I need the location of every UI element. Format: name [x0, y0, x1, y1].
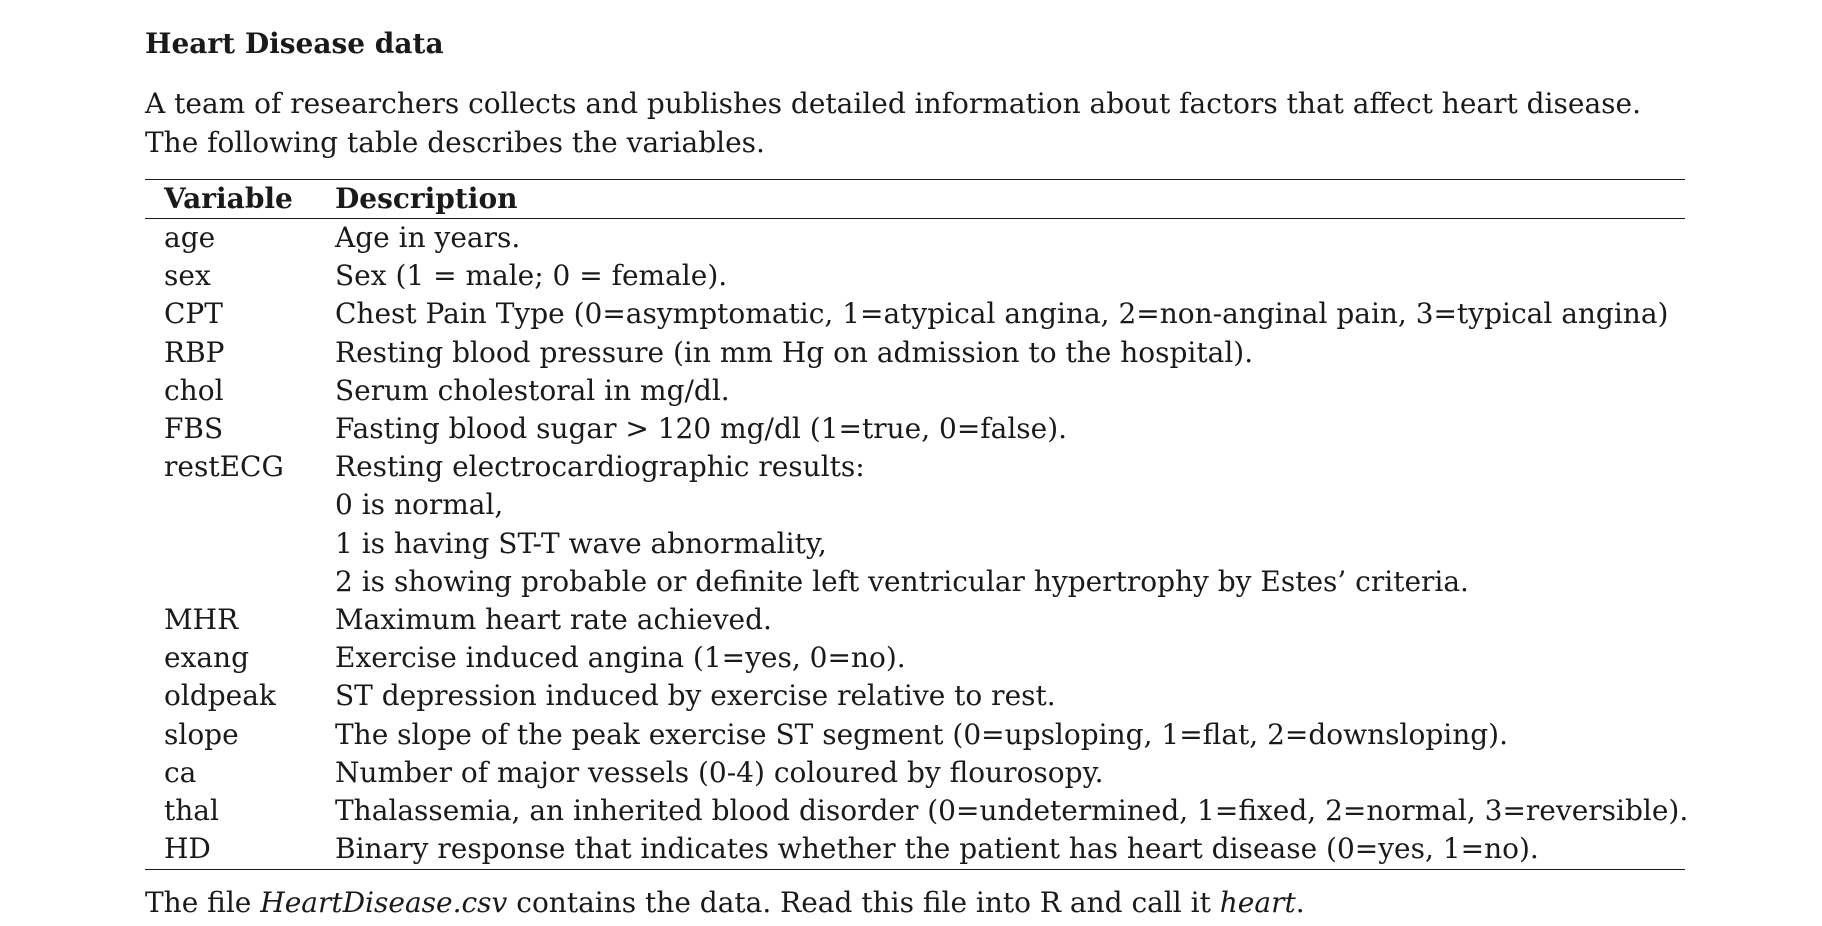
description-cell [335, 257, 1685, 295]
description-line: Binary response that indicates whether the patient has heart disease (0=yes, 1=no). [335, 832, 1539, 866]
description-line: Number of major vessels (0-4) coloured by flourosopy. [335, 755, 1104, 789]
description-line: 2 is showing probable or definite left ventricular hypertrophy by Estes’ criteria. [335, 564, 1469, 598]
table-row [145, 601, 1685, 639]
intro-line: The following table describes the variables. [145, 126, 765, 159]
description-cell [335, 448, 1685, 601]
description-line: Maximum heart rate achieved. [335, 603, 772, 637]
table-body [145, 219, 1689, 868]
description-line: ST depression induced by exercise relative to rest. [335, 679, 1056, 713]
variable-cell: FBS [164, 412, 224, 446]
footer-paragraph [145, 884, 1305, 922]
section-heading: Heart Disease data [145, 27, 444, 60]
variable-cell: restECG [164, 450, 284, 484]
description-cell [335, 219, 1685, 257]
variable-cell: exang [164, 641, 250, 675]
footer-filename: HeartDisease.csv [260, 886, 508, 919]
footer-text: . [1295, 886, 1305, 919]
variable-cell: ca [164, 755, 197, 789]
description-line: Thalassemia, an inherited blood disorder (0=undetermined, 1=fixed, 2=normal, 3=reversible). [335, 794, 1689, 828]
footer-text: contains the data. Read this file into R and call it [507, 886, 1220, 919]
table-row [145, 754, 1685, 792]
table-row [145, 639, 1685, 677]
description-line: Age in years. [335, 221, 521, 254]
description-cell [335, 334, 1685, 372]
description-line: Chest Pain Type (0=asymptomatic, 1=atypical angina, 2=non-anginal pain, 3=typical angina) [335, 297, 1669, 331]
variable-cell: oldpeak [164, 679, 276, 713]
description-cell [335, 601, 1685, 639]
variable-cell: RBP [164, 335, 225, 369]
table-row [145, 334, 1685, 372]
description-cell [335, 295, 1685, 333]
table-row [145, 448, 1685, 601]
table-row [145, 410, 1685, 448]
table-row [145, 677, 1685, 715]
description-line: Sex (1 = male; 0 = female). [335, 259, 728, 293]
description-line: 1 is having ST-T wave abnormality, [335, 526, 827, 560]
table-bottom-rule [145, 869, 1685, 870]
variable-cell: chol [164, 373, 224, 407]
table-row [145, 372, 1685, 410]
description-line: Resting electrocardiographic results: [335, 450, 865, 484]
table-row [145, 295, 1685, 333]
description-cell [335, 639, 1685, 677]
variable-cell: age [164, 221, 216, 254]
table-row [145, 792, 1689, 830]
intro-line: A team of researchers collects and publishes detailed information about factors that affect heart disease. [145, 87, 1641, 120]
footer-dataname: heart [1219, 886, 1296, 919]
table-row [145, 257, 1685, 295]
description-cell [335, 372, 1685, 410]
variable-cell: slope [164, 717, 239, 751]
description-cell [335, 754, 1685, 792]
variable-cell: HD [164, 832, 211, 866]
footer-text: The file [145, 886, 261, 919]
description-line: 0 is normal, [335, 488, 504, 522]
description-cell [335, 716, 1685, 754]
variable-cell: thal [164, 794, 219, 828]
table-row [145, 830, 1685, 868]
variable-cell: MHR [164, 603, 239, 637]
variable-cell: CPT [164, 297, 223, 331]
description-line: Fasting blood sugar > 120 mg/dl (1=true, 0=false). [335, 412, 1068, 446]
variable-cell: sex [164, 259, 211, 293]
description-cell [335, 830, 1685, 868]
description-line: Resting blood pressure (in mm Hg on admission to the hospital). [335, 335, 1254, 369]
description-line: Exercise induced angina (1=yes, 0=no). [335, 641, 906, 675]
column-header-description: Description [335, 182, 518, 215]
table-row [145, 219, 1685, 257]
column-header-variable: Variable [164, 182, 293, 215]
description-line: Serum cholestoral in mg/dl. [335, 373, 730, 407]
description-line: The slope of the peak exercise ST segment (0=upsloping, 1=flat, 2=downsloping). [335, 717, 1508, 751]
description-cell [335, 677, 1685, 715]
intro-paragraph [145, 84, 1685, 162]
description-cell [335, 792, 1689, 830]
description-cell [335, 410, 1685, 448]
table-row [145, 716, 1685, 754]
